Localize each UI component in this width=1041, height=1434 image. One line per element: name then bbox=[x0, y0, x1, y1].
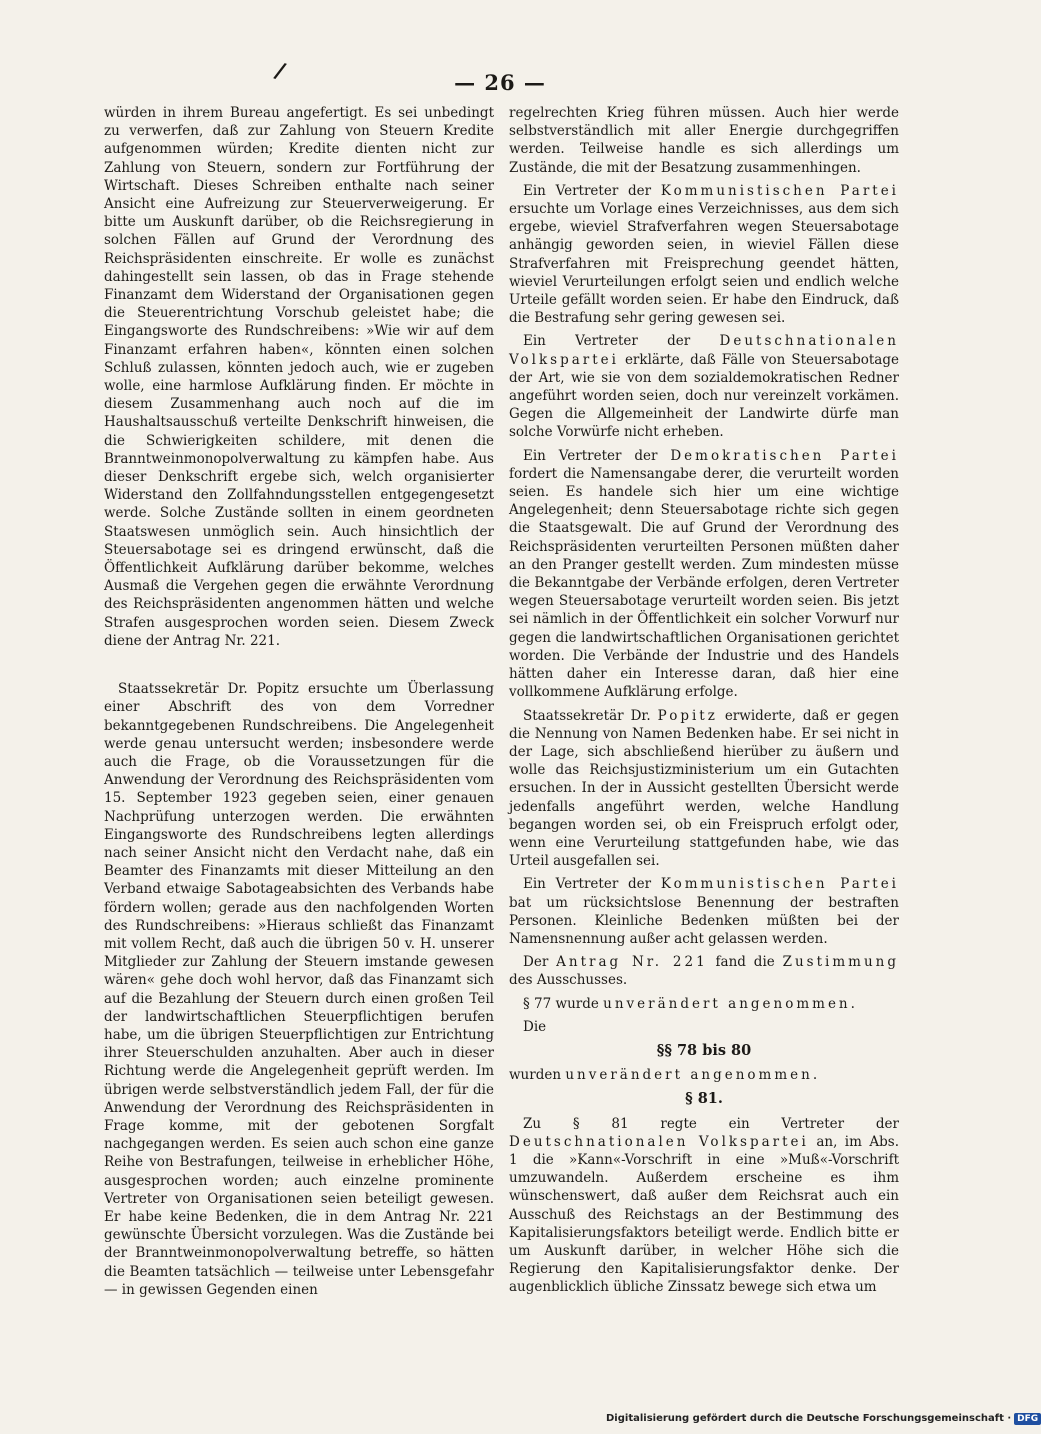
party-name: Kommunistischen Partei bbox=[660, 182, 900, 199]
party-name: Demokratischen Partei bbox=[670, 447, 899, 464]
paragraph: Der Antrag Nr. 221 fand die Zustimmung des Ausschusses. bbox=[509, 954, 899, 989]
paragraph: würden in ihrem Bureau angefertigt. Es sei unbedingt zu verwerfen, daß zur Zahlung von Steuern Kredite aufgenommen würden; Kredite dienten nicht zur Zahlung von Steuern, sondern zur Fortführung der Wirtschaft. Dieses Schreiben enthalte nach seiner Ansicht eine Aufreizung zur Steuerverweigerung. Er bitte um Auskunft darüber, ob die Reichsregierung in solchen Fällen auf Grund der Verordnung des Reichspräsidenten einschreite. Er wolle es zunächst dahingestellt sein lassen, ob das in Frage stehende Finanzamt dem Widerstand der Organisationen gegen die Steuerentrichtung Vorschub geleistet habe; die Eingangsworte des Rundschreibens: »Wie wir auf dem Finanzamt erfahren haben«, könnten einen solchen Schluß zulassen, könnten jedoch auch, wie er zugeben wolle, eine harmlose Aufklärung finden. Er möchte in diesem Zusammenhang auch noch auf die im Haushaltsausschuß verteilte Denkschrift hinweisen, die die Schwierigkeiten schildere, mit denen die Branntweinmonopolverwaltung zu kämpfen habe. Aus dieser Denkschrift ergebe sich, welch organisierter Widerstand den Zollfahndungsstellen entgegengesetzt werde. Solche Zustände sollten in einem geordneten Staatswesen unmöglich sein. Auch hinsichtlich der Steuersabotage sei es dringend erwünscht, daß die Öffentlichkeit Aufklärung darüber bekomme, welches Ausmaß die Vergehen gegen die erwähnte Verordnung des Reichspräsidenten angenommen hätten und welche Strafen ausgesprochen worden seien. Diesem Zweck diene der Antrag Nr. 221. bbox=[104, 105, 494, 649]
person-name: Popitz bbox=[657, 707, 718, 724]
margin-mark: / bbox=[271, 57, 289, 85]
dfg-logo: DFG bbox=[1014, 1413, 1041, 1425]
section-heading: § 81. bbox=[685, 1090, 723, 1108]
paragraph: Ein Vertreter der Deutschnationalen Volkspartei erklärte, daß Fälle von Steuersabotage der Art, wie sie von dem sozialdemokratischen Redner angeführt worden seien, doch nur vereinzelt vorkämen. Gegen die Allgemeinheit der Landwirte dürfe man solche Vorwürfe nicht erheben. bbox=[509, 333, 899, 441]
party-name: Kommunistischen Partei bbox=[660, 876, 900, 893]
paragraph: Staatssekretär Dr. Popitz ersuchte um Überlassung einer Abschrift des von dem Vorredner bekanntgegebenen Rundschreibens. Die Angelegenheit werde genau untersucht werden; insbesondere werde auch die Frage, ob die Voraussetzungen für die Anwendung der Verordnung des Reichspräsidenten vom 15. September 1923 gegeben seien, einer genauen Nachprüfung unterzogen werden. Die erwähnten Eingangsworte des Rundschreibens legten allerdings nach seiner Ansicht nicht den Verdacht nahe, daß ein Beamter des Finanzamts mit dieser Mitteilung an den Verband etwaige Sabotageabsichten des Verbands habe fördern wollen; gerade aus den nachfolgenden Worten des Rundschreibens: »Hieraus schließt das Finanzamt mit vollem Recht, daß auch die übrigen 50 v. H. unserer Mitglieder zur Zahlung der Steuern imstande gewesen wären« gehe doch wohl hervor, daß das Finanzamt sich auf die Bezahlung der Steuern durch einen großen Teil der landwirtschaftlichen Steuerpflichtigen berufen habe, um die übrigen Steuerpflichtigen zur Entrichtung ihrer Steuerschulden anzuhalten. Aber auch in dieser Richtung werde die Angelegenheit geprüft werden. Im übrigen werde selbstverständlich jedem Fall, der für die Anwendung der Verordnung des Reichspräsidenten in Frage komme, mit der gebotenen Sorgfalt nachgegangen werden. Es seien auch schon eine ganze Reihe von Bestrafungen, teilweise in erheblicher Höhe, ausgesprochen worden; auch einzelne prominente Vertreter von Organisationen seien beteiligt gewesen. Er habe keine Bedenken, die in dem Antrag Nr. 221 gewünschte Übersicht vorzulegen. Was die Zustände bei der Branntweinmonopolverwaltung betreffe, so hätten die Beamten tatsächlich — teilweise unter Lebensgefahr — in gewissen Gegenden einen bbox=[104, 681, 494, 1298]
right-column bbox=[509, 104, 899, 1302]
paragraph: wurden unverändert angenommen. bbox=[509, 1067, 821, 1084]
paragraph: Ein Vertreter der Kommunistischen Partei ersuchte um Vorlage eines Verzeichnisses, aus dem sich ergebe, wieviel Strafverfahren wegen Steuersabotage anhängig geworden seien, in wieviel Fällen diese Strafverfahren mit Freisprechung geendet hätten, wieviel Verurteilungen erfolgt seien und endlich welche Urteile gefällt worden seien. Er habe den Eindruck, daß die Bestrafung sehr gering gewesen sei. bbox=[509, 182, 900, 327]
left-column bbox=[104, 104, 494, 1304]
paragraph: § 77 wurde unverändert angenommen. bbox=[523, 995, 858, 1012]
footer-text: Digitalisierung gefördert durch die Deutsche Forschungsgemeinschaft · bbox=[606, 1413, 1012, 1424]
party-name: Deutschnationalen Volkspartei bbox=[509, 333, 899, 368]
paragraph: Die bbox=[523, 1018, 547, 1035]
paragraph: Ein Vertreter der Demokratischen Partei fordert die Namensangabe derer, die verurteilt worden seien. Es handele sich hier um eine wichtige Angelegenheit; denn Steuersabotage richte sich gegen die Staatsgewalt. Die auf Grund der Verordnung des Reichspräsidenten verurteilten Personen müßten daher an den Pranger gestellt werden. Zum mindesten müsse die Bekanntgabe der Verbände erfolgen, deren Vertreter wegen Steuersabotage verurteilt worden seien. Bis jetzt sei nämlich in der Öffentlichkeit ein solcher Vorwurf nur gegen die landwirtschaftlichen Organisationen gerichtet worden. Die Verbände der Industrie und des Handels hätten daher ein Interesse daran, daß hier eine vollkommene Aufklärung erfolge. bbox=[509, 447, 899, 701]
paragraph: Zu § 81 regte ein Vertreter der Deutschnationalen Volkspartei an, im Abs. 1 die »Kann«-Vorschrift in eine »Muß«-Vorschrift umzuwandeln. Außerdem erscheine es ihm wünschenswert, daß außer dem Reichsrat auch ein Ausschuß des Reichstags an der Bestimmung des Kapitalisierungsfaktors beteiligt werde. Endlich bitte er um Auskunft darüber, in welcher Höhe sich die Regierung den Kapitalisierungsfaktor denke. Der augenblicklich übliche Zinssatz bewege sich etwa um bbox=[509, 1115, 899, 1296]
paragraph: Ein Vertreter der Kommunistischen Partei bat um rücksichtslose Benennung der bestraften Personen. Kleinliche Bedenken müßten bei der Namensnennung außer acht gelassen werden. bbox=[509, 876, 900, 947]
party-name: Deutschnationalen Volkspartei bbox=[509, 1133, 809, 1150]
digitization-footer bbox=[606, 1413, 1039, 1425]
section-heading: §§ 78 bis 80 bbox=[656, 1041, 752, 1059]
paragraph: Staatssekretär Dr. Popitz erwiderte, daß er gegen die Nennung von Namen Bedenken habe. Er sei nicht in der Lage, sich abschließend hierüber zu äußern und wolle das Reichsjustizministerium um ein Gutachten ersuchen. In der in Aussicht gestellten Übersicht werde jedenfalls angeführt werden, welche Handlung begangen worden sei, ob ein Freispruch erfolgt oder, wenn eine Verurteilung stattgefunden habe, wie das Urteil ausgefallen sei. bbox=[509, 707, 899, 870]
paragraph: regelrechten Krieg führen müssen. Auch hier werde selbstverständlich mit aller Energie durchgegriffen werden. Teilweise handle es sich allerdings um Zustände, die mit der Besatzung zusammenhingen. bbox=[509, 105, 899, 176]
page-number: — 26 — bbox=[454, 70, 546, 95]
